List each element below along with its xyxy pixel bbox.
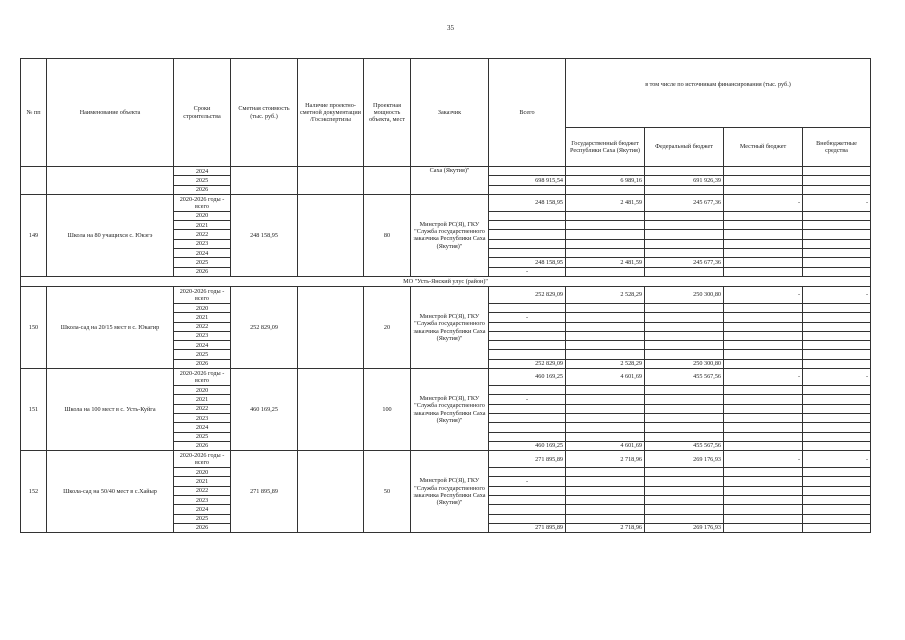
extra-budget-cell	[803, 404, 871, 413]
customer-cell: Саха (Якутия)"	[411, 167, 489, 195]
year-cell: 2025	[174, 350, 231, 359]
year-cell: 2024	[174, 167, 231, 176]
state-budget-cell	[566, 423, 645, 432]
state-budget-cell	[566, 386, 645, 395]
extra-budget-cell	[803, 267, 871, 276]
federal-budget-cell: 245 677,36	[645, 258, 724, 267]
header-customer: Заказчик	[411, 59, 489, 167]
local-budget-cell	[724, 477, 803, 486]
local-budget-cell	[724, 211, 803, 220]
local-budget-cell	[724, 395, 803, 404]
federal-budget-cell	[645, 496, 724, 505]
object-name: Школа на 100 мест в с. Усть-Куйга	[47, 369, 174, 451]
state-budget-cell: 2 528,29	[566, 286, 645, 303]
federal-budget-cell	[645, 486, 724, 495]
federal-budget-cell	[645, 221, 724, 230]
state-budget-cell	[566, 185, 645, 194]
federal-budget-cell	[645, 413, 724, 422]
local-budget-cell	[724, 313, 803, 322]
local-budget-cell	[724, 523, 803, 532]
header-federal-budget: Федеральный бюджет	[645, 128, 724, 167]
total-cell	[489, 185, 566, 194]
local-budget-cell	[724, 341, 803, 350]
year-cell: 2025	[174, 176, 231, 185]
total-cell	[489, 239, 566, 248]
federal-budget-cell	[645, 432, 724, 441]
local-budget-cell	[724, 258, 803, 267]
extra-budget-cell	[803, 239, 871, 248]
cell-empty	[231, 167, 298, 195]
state-budget-cell	[566, 221, 645, 230]
local-budget-cell	[724, 441, 803, 450]
federal-budget-cell	[645, 341, 724, 350]
customer-cell: Минстрой РС(Я), ГКУ "Служба государственного заказчика Республики Саха (Якутия)"	[411, 286, 489, 368]
extra-budget-cell	[803, 441, 871, 450]
header-name: Наименование объекта	[47, 59, 174, 167]
federal-budget-cell: 250 300,80	[645, 286, 724, 303]
total-cell	[489, 413, 566, 422]
state-budget-cell: 2 528,29	[566, 359, 645, 368]
state-budget-cell: 4 601,69	[566, 369, 645, 386]
extra-budget-cell	[803, 359, 871, 368]
local-budget-cell	[724, 386, 803, 395]
local-budget-cell	[724, 423, 803, 432]
federal-budget-cell	[645, 185, 724, 194]
federal-budget-cell	[645, 322, 724, 331]
docs-cell	[298, 451, 364, 533]
header-total: Всего	[489, 59, 566, 167]
year-cell: 2020	[174, 468, 231, 477]
state-budget-cell	[566, 167, 645, 176]
total-cell	[489, 322, 566, 331]
customer-cell: Минстрой РС(Я), ГКУ "Служба государственного заказчика Республики Саха (Якутия)"	[411, 369, 489, 451]
total-cell: -	[489, 267, 566, 276]
year-cell: 2024	[174, 249, 231, 258]
page-number: 35	[447, 24, 454, 32]
state-budget-cell	[566, 313, 645, 322]
extra-budget-cell	[803, 221, 871, 230]
year-cell: 2025	[174, 258, 231, 267]
docs-cell	[298, 194, 364, 276]
object-number: 152	[21, 451, 47, 533]
local-budget-cell	[724, 267, 803, 276]
object-name: Школа-сад на 50/40 мест в с.Хайыр	[47, 451, 174, 533]
year-cell: 2022	[174, 230, 231, 239]
year-cell: 2021	[174, 313, 231, 322]
state-budget-cell	[566, 505, 645, 514]
local-budget-cell	[724, 221, 803, 230]
total-cell	[489, 249, 566, 258]
federal-budget-cell: 245 677,36	[645, 194, 724, 211]
extra-budget-cell	[803, 167, 871, 176]
local-budget-cell: -	[724, 286, 803, 303]
state-budget-cell: 2 481,59	[566, 258, 645, 267]
total-cell	[489, 514, 566, 523]
customer-cell: Минстрой РС(Я), ГКУ "Служба государственного заказчика Республики Саха (Якутия)"	[411, 194, 489, 276]
local-budget-cell	[724, 167, 803, 176]
local-budget-cell: -	[724, 369, 803, 386]
extra-budget-cell	[803, 386, 871, 395]
year-cell: 2024	[174, 341, 231, 350]
total-cell	[489, 423, 566, 432]
total-cell	[489, 303, 566, 312]
header-capacity: Проектная мощность объекта, мест	[364, 59, 411, 167]
period-label: 2020-2026 годы - всего	[174, 451, 231, 468]
year-cell: 2022	[174, 322, 231, 331]
local-budget-cell	[724, 303, 803, 312]
extra-budget-cell	[803, 211, 871, 220]
period-label: 2020-2026 годы - всего	[174, 194, 231, 211]
object-summary-row	[21, 286, 871, 303]
total-cell	[489, 331, 566, 340]
federal-budget-cell	[645, 239, 724, 248]
state-budget-cell: 6 989,16	[566, 176, 645, 185]
extra-budget-cell	[803, 249, 871, 258]
extra-budget-cell	[803, 505, 871, 514]
total-cell: -	[489, 477, 566, 486]
local-budget-cell	[724, 496, 803, 505]
total-cell	[489, 496, 566, 505]
header-local-budget: Местный бюджет	[724, 128, 803, 167]
total-cell: 252 829,09	[489, 359, 566, 368]
header-no: № пп	[21, 59, 47, 167]
extra-budget-cell	[803, 486, 871, 495]
estimated-cost: 460 169,25	[231, 369, 298, 451]
year-cell: 2026	[174, 441, 231, 450]
state-budget-cell	[566, 413, 645, 422]
state-budget-cell	[566, 267, 645, 276]
header-sources: в том числе по источникам финансирования (тыс. руб.)	[566, 59, 871, 128]
year-cell: 2024	[174, 423, 231, 432]
federal-budget-cell	[645, 167, 724, 176]
extra-budget-cell	[803, 395, 871, 404]
state-budget-cell	[566, 468, 645, 477]
year-cell: 2025	[174, 432, 231, 441]
local-budget-cell	[724, 331, 803, 340]
object-summary-row	[21, 194, 871, 211]
state-budget-cell	[566, 496, 645, 505]
object-number: 151	[21, 369, 47, 451]
extra-budget-cell	[803, 341, 871, 350]
object-summary-row	[21, 451, 871, 468]
financing-table	[20, 58, 871, 533]
year-cell: 2025	[174, 514, 231, 523]
federal-budget-cell: 250 300,80	[645, 359, 724, 368]
local-budget-cell	[724, 185, 803, 194]
total-cell: 252 829,09	[489, 286, 566, 303]
header-docs: Наличие проектно-сметной документации /Госэкспертизы	[298, 59, 364, 167]
total-cell	[489, 432, 566, 441]
year-cell: 2026	[174, 523, 231, 532]
total-cell	[489, 386, 566, 395]
state-budget-cell	[566, 350, 645, 359]
total-cell: 248 158,95	[489, 258, 566, 267]
local-budget-cell	[724, 239, 803, 248]
object-name: Школа-сад на 20/15 мест в с. Юкагир	[47, 286, 174, 368]
federal-budget-cell	[645, 303, 724, 312]
extra-budget-cell	[803, 468, 871, 477]
federal-budget-cell: 455 567,56	[645, 441, 724, 450]
local-budget-cell	[724, 404, 803, 413]
state-budget-cell	[566, 514, 645, 523]
total-cell	[489, 468, 566, 477]
object-number: 150	[21, 286, 47, 368]
federal-budget-cell: 691 926,39	[645, 176, 724, 185]
customer-cell: Минстрой РС(Я), ГКУ "Служба государственного заказчика Республики Саха (Якутия)"	[411, 451, 489, 533]
state-budget-cell	[566, 432, 645, 441]
local-budget-cell	[724, 505, 803, 514]
local-budget-cell	[724, 322, 803, 331]
docs-cell	[298, 369, 364, 451]
year-cell: 2022	[174, 486, 231, 495]
state-budget-cell	[566, 230, 645, 239]
state-budget-cell	[566, 211, 645, 220]
cell-empty	[21, 167, 47, 195]
federal-budget-cell: 455 567,56	[645, 369, 724, 386]
state-budget-cell: 2 718,96	[566, 523, 645, 532]
state-budget-cell	[566, 486, 645, 495]
federal-budget-cell	[645, 331, 724, 340]
local-budget-cell	[724, 350, 803, 359]
header-cost: Сметная стоимость (тыс. руб.)	[231, 59, 298, 167]
total-cell: 460 169,25	[489, 369, 566, 386]
extra-budget-cell	[803, 477, 871, 486]
total-cell	[489, 230, 566, 239]
total-cell: -	[489, 313, 566, 322]
total-cell: 248 158,95	[489, 194, 566, 211]
period-label: 2020-2026 годы - всего	[174, 286, 231, 303]
federal-budget-cell: 269 176,93	[645, 451, 724, 468]
federal-budget-cell	[645, 505, 724, 514]
extra-budget-cell: -	[803, 369, 871, 386]
total-cell	[489, 341, 566, 350]
total-cell	[489, 486, 566, 495]
table-body	[21, 167, 871, 533]
extra-budget-cell	[803, 313, 871, 322]
federal-budget-cell	[645, 350, 724, 359]
total-cell	[489, 404, 566, 413]
local-budget-cell	[724, 432, 803, 441]
state-budget-cell	[566, 322, 645, 331]
object-number: 149	[21, 194, 47, 276]
state-budget-cell	[566, 341, 645, 350]
object-summary-row	[21, 369, 871, 386]
header-state-budget: Государственный бюджет Республики Саха (Якутия)	[566, 128, 645, 167]
total-cell: -	[489, 395, 566, 404]
state-budget-cell: 4 601,69	[566, 441, 645, 450]
extra-budget-cell	[803, 176, 871, 185]
state-budget-cell	[566, 249, 645, 258]
estimated-cost: 271 895,89	[231, 451, 298, 533]
year-cell: 2024	[174, 505, 231, 514]
year-cell: 2021	[174, 221, 231, 230]
capacity-cell: 100	[364, 369, 411, 451]
extra-budget-cell	[803, 230, 871, 239]
extra-budget-cell: -	[803, 286, 871, 303]
local-budget-cell: -	[724, 194, 803, 211]
district-row	[21, 276, 871, 286]
local-budget-cell	[724, 359, 803, 368]
district-label: МО "Усть-Янский улус (район)"	[21, 276, 871, 286]
year-cell: 2020	[174, 303, 231, 312]
federal-budget-cell	[645, 211, 724, 220]
extra-budget-cell	[803, 496, 871, 505]
extra-budget-cell	[803, 523, 871, 532]
state-budget-cell	[566, 331, 645, 340]
extra-budget-cell	[803, 303, 871, 312]
total-cell: 271 895,89	[489, 523, 566, 532]
local-budget-cell	[724, 514, 803, 523]
extra-budget-cell	[803, 350, 871, 359]
local-budget-cell	[724, 413, 803, 422]
extra-budget-cell: -	[803, 194, 871, 211]
federal-budget-cell	[645, 395, 724, 404]
state-budget-cell	[566, 239, 645, 248]
state-budget-cell	[566, 404, 645, 413]
header-terms: Сроки строительства	[174, 59, 231, 167]
total-cell	[489, 211, 566, 220]
extra-budget-cell	[803, 322, 871, 331]
extra-budget-cell	[803, 185, 871, 194]
federal-budget-cell	[645, 514, 724, 523]
federal-budget-cell	[645, 477, 724, 486]
year-cell: 2026	[174, 267, 231, 276]
year-cell: 2021	[174, 477, 231, 486]
table-row	[21, 167, 871, 176]
extra-budget-cell	[803, 331, 871, 340]
estimated-cost: 252 829,09	[231, 286, 298, 368]
extra-budget-cell	[803, 258, 871, 267]
local-budget-cell: -	[724, 451, 803, 468]
state-budget-cell	[566, 395, 645, 404]
federal-budget-cell	[645, 230, 724, 239]
extra-budget-cell	[803, 432, 871, 441]
capacity-cell: 20	[364, 286, 411, 368]
year-cell: 2026	[174, 359, 231, 368]
cell-empty	[298, 167, 364, 195]
header-extra-budget: Внебюджетные средства	[803, 128, 871, 167]
local-budget-cell	[724, 230, 803, 239]
extra-budget-cell	[803, 423, 871, 432]
total-cell	[489, 350, 566, 359]
year-cell: 2026	[174, 185, 231, 194]
total-cell: 460 169,25	[489, 441, 566, 450]
federal-budget-cell: 269 176,93	[645, 523, 724, 532]
extra-budget-cell	[803, 413, 871, 422]
federal-budget-cell	[645, 468, 724, 477]
state-budget-cell: 2 481,59	[566, 194, 645, 211]
local-budget-cell	[724, 176, 803, 185]
docs-cell	[298, 286, 364, 368]
local-budget-cell	[724, 249, 803, 258]
year-cell: 2023	[174, 413, 231, 422]
federal-budget-cell	[645, 423, 724, 432]
year-cell: 2023	[174, 239, 231, 248]
year-cell: 2023	[174, 331, 231, 340]
total-cell	[489, 167, 566, 176]
state-budget-cell	[566, 303, 645, 312]
object-name: Школа на 80 учащихся с. Юкэгэ	[47, 194, 174, 276]
local-budget-cell	[724, 486, 803, 495]
total-cell: 271 895,89	[489, 451, 566, 468]
period-label: 2020-2026 годы - всего	[174, 369, 231, 386]
capacity-cell: 50	[364, 451, 411, 533]
estimated-cost: 248 158,95	[231, 194, 298, 276]
federal-budget-cell	[645, 267, 724, 276]
extra-budget-cell	[803, 514, 871, 523]
state-budget-cell	[566, 477, 645, 486]
total-cell	[489, 505, 566, 514]
year-cell: 2020	[174, 386, 231, 395]
state-budget-cell: 2 718,96	[566, 451, 645, 468]
cell-empty	[47, 167, 174, 195]
year-cell: 2020	[174, 211, 231, 220]
federal-budget-cell	[645, 249, 724, 258]
local-budget-cell	[724, 468, 803, 477]
federal-budget-cell	[645, 386, 724, 395]
total-cell	[489, 221, 566, 230]
year-cell: 2023	[174, 496, 231, 505]
federal-budget-cell	[645, 404, 724, 413]
year-cell: 2022	[174, 404, 231, 413]
cell-empty	[364, 167, 411, 195]
federal-budget-cell	[645, 313, 724, 322]
year-cell: 2021	[174, 395, 231, 404]
capacity-cell: 80	[364, 194, 411, 276]
total-cell: 698 915,54	[489, 176, 566, 185]
extra-budget-cell: -	[803, 451, 871, 468]
